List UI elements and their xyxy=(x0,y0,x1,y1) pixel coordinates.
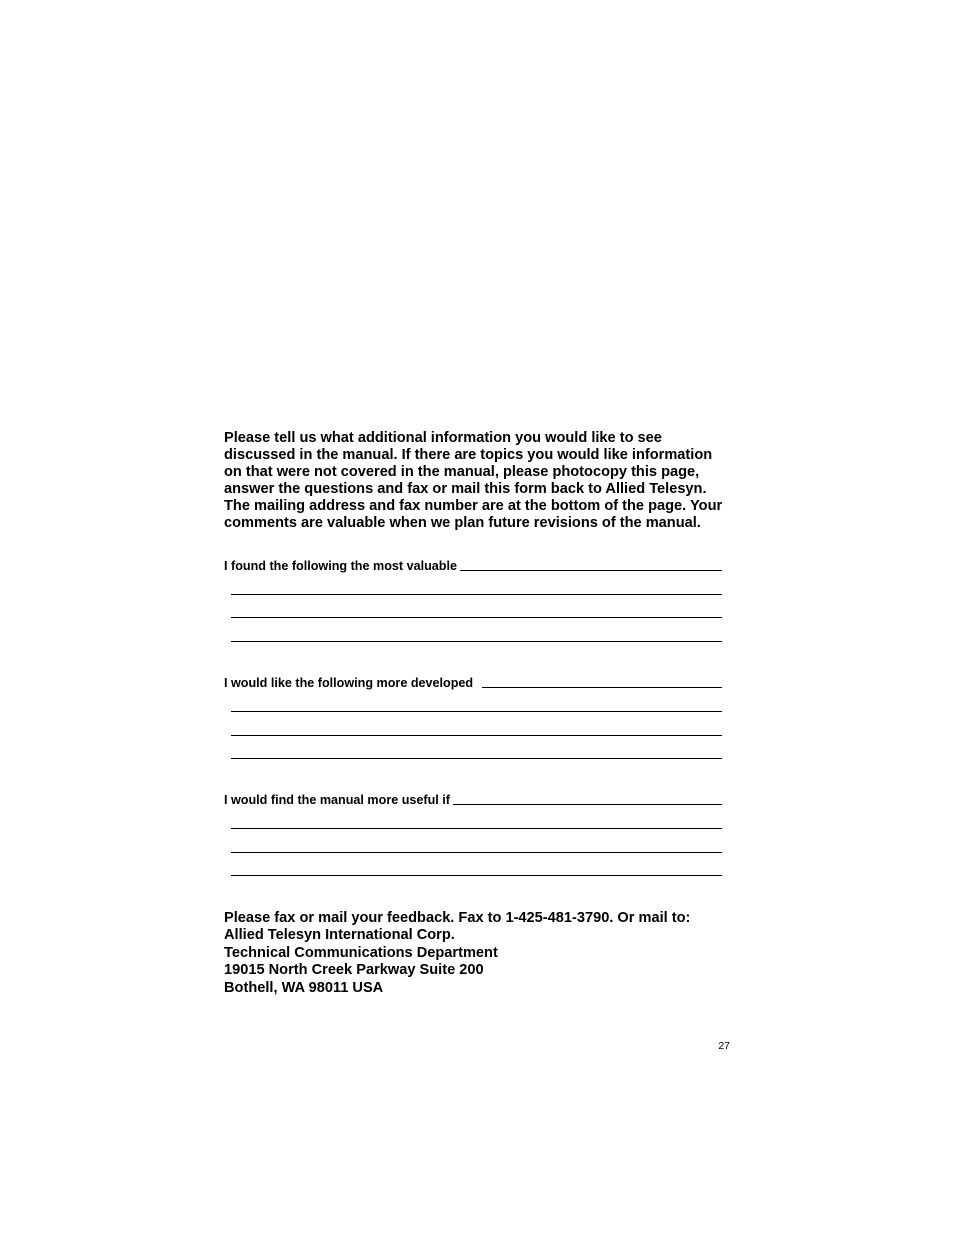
answer-field-inline[interactable] xyxy=(482,687,722,688)
question-label: I would find the manual more useful if xyxy=(224,793,450,807)
question-most-valuable xyxy=(224,557,722,573)
answer-line[interactable] xyxy=(231,852,722,853)
department-name: Technical Communications Department xyxy=(224,944,498,961)
answer-field-inline[interactable] xyxy=(460,570,722,571)
question-more-developed xyxy=(224,674,722,690)
mailing-address-block xyxy=(224,910,744,997)
question-more-useful xyxy=(224,791,722,807)
city-address: Bothell, WA 98011 USA xyxy=(224,979,384,996)
answer-line[interactable] xyxy=(231,617,722,618)
answer-line[interactable] xyxy=(231,641,722,642)
street-address: 19015 North Creek Parkway Suite 200 xyxy=(224,962,484,979)
question-label: I would like the following more developed xyxy=(224,676,474,690)
question-label: I found the following the most valuable xyxy=(224,559,457,573)
answer-line[interactable] xyxy=(231,735,722,736)
intro-paragraph: Please tell us what additional information you would like to see discussed in the manual. If there are topics you would like information on that were not covered in the manual, please photocopy this page, answer the questions and fax or mail this form back to Allied Telesyn. The mailing address and fax number are at the bottom of the page. Your comments are valuable when we plan future revisions of the manual. xyxy=(224,430,723,532)
page-number: 27 xyxy=(718,1040,730,1052)
answer-line[interactable] xyxy=(231,711,722,712)
company-name: Allied Telesyn International Corp. xyxy=(224,927,455,944)
fax-instruction: Please fax or mail your feedback. Fax to 1-425-481-3790. Or mail to: xyxy=(224,910,691,926)
answer-line[interactable] xyxy=(231,594,722,595)
answer-line[interactable] xyxy=(231,758,722,759)
answer-field-inline[interactable] xyxy=(453,804,722,805)
answer-line[interactable] xyxy=(231,875,722,876)
answer-line[interactable] xyxy=(231,828,722,829)
